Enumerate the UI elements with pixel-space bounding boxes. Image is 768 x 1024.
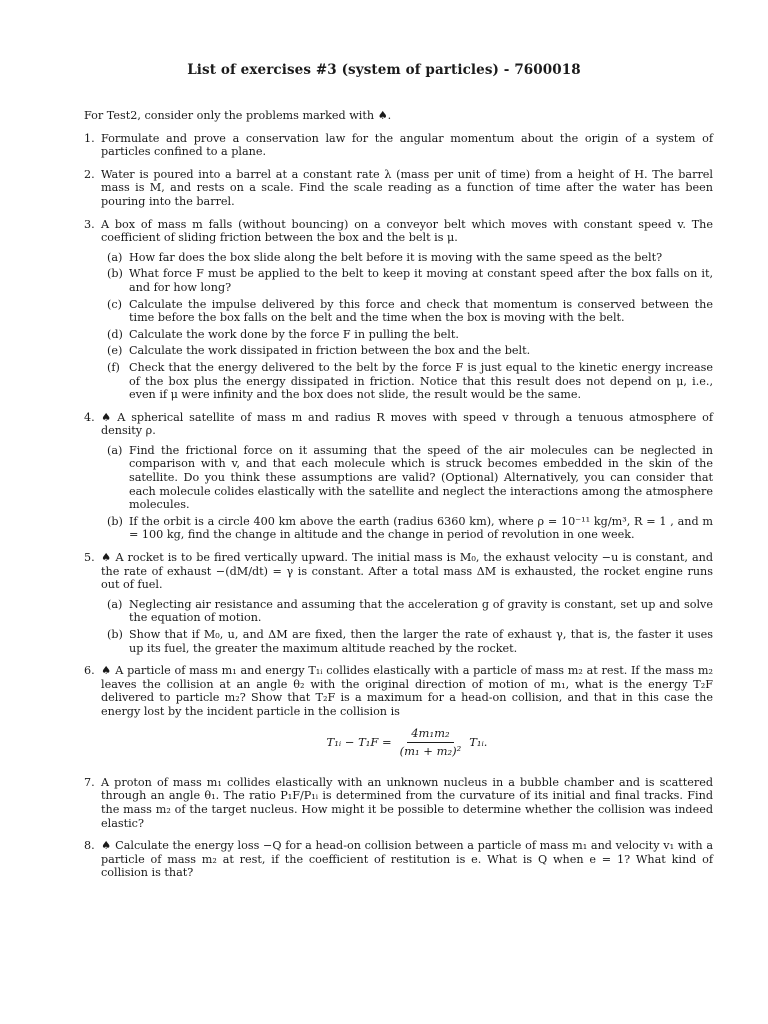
exercise-text: Calculate the energy loss −Q for a head-on collision between a particle of mass m₁ and velocity v₁ with a particle of mass m₂ at rest, if the coefficient of restitution is e. What is Q when e = 1? What kind of collision is that? (101, 839, 713, 880)
exercise-8 (84, 839, 713, 880)
sub-item-label: (b) (107, 514, 123, 528)
sub-item-label: (a) (107, 443, 123, 457)
sub-item-label: (a) (107, 597, 123, 611)
sub-item-label: (e) (107, 344, 123, 358)
sub-item (101, 344, 713, 358)
exercise-number: 7. (84, 775, 95, 789)
exercise-7 (84, 776, 713, 830)
exercise-number: 1. (84, 131, 95, 145)
exercise-number: 6. (84, 664, 95, 678)
exercise-1 (84, 132, 713, 159)
sub-item-text: Show that if M₀, u, and ΔM are fixed, then the larger the rate of exhaust γ, that is, the faster it uses up its fuel, the greater the maximum altitude reached by the rocket. (129, 628, 713, 655)
sub-item-label: (c) (107, 297, 122, 311)
spade-icon: ♠ (101, 664, 112, 678)
spade-icon: ♠ (101, 551, 112, 565)
sub-item (101, 515, 713, 542)
sub-item-label: (b) (107, 628, 123, 641)
sub-item (101, 251, 713, 265)
sub-item-label: (f) (107, 360, 120, 374)
sub-item-text: What force F must be applied to the belt to keep it moving at constant speed after the box falls on it, and for how long? (129, 267, 713, 294)
sub-item-text: Neglecting air resistance and assuming that the acceleration g of gravity is constant, set up and solve the equation of motion. (129, 597, 713, 625)
intro-text: For Test2, consider only the problems marked with ♠. (84, 109, 392, 122)
exercise-text: A proton of mass m₁ collides elastically with an unknown nucleus in a bubble chamber and is scattered through an angle θ₁. The ratio P₁F/P₁ᵢ is determined from the curvature of its initial and final tracks. Find the mass m₂ of the target nucleus. How might it be possible to determine whether the collision was indeed elastic? (101, 775, 713, 830)
equation-lhs: T₁ᵢ − T₁F = (326, 734, 392, 749)
sub-item-text: Find the frictional force on it assuming that the speed of the air molecules can be neglected in comparison with v, and that each molecule which is struck becomes embedded in the skin of the satellite. Do you think these assumptions are valid? (Optional) Alternatively, you can consider that each molecule colides elastically with the satellite and neglect the interactions among the atmosphere molecules. (129, 443, 713, 512)
sub-item-text: If the orbit is a circle 400 km above the earth (radius 6360 km), where ρ = 10⁻¹¹ kg/m³, R = 1 , and m = 100 kg, find the change in altitude and the change in period of revolution in one week. (129, 514, 713, 542)
sub-item-text: Calculate the work done by the force F in pulling the belt. (129, 327, 459, 341)
sub-item-text: Check that the energy delivered to the belt by the force F is just equal to the kinetic energy increase of the box plus the energy dissipated in friction. Notice that this result does not depend on μ, i.e., even if μ were infinity and the box does not slide, the result would be the same. (129, 360, 713, 402)
exercise-4 (84, 411, 713, 542)
sub-item-text: How far does the box slide along the belt before it is moving with the same speed as the belt? (129, 250, 663, 264)
sub-item-label: (d) (107, 327, 123, 341)
sub-item-label: (b) (107, 267, 123, 281)
energy-loss-equation (101, 727, 713, 759)
exercise-2 (84, 168, 713, 209)
sub-item (101, 328, 713, 342)
equation-rhs: T₁ᵢ. (469, 734, 488, 749)
sub-item (101, 628, 713, 655)
exercise-6 (84, 664, 713, 767)
sub-item-label: (a) (107, 250, 123, 264)
exercise-5 (84, 551, 713, 655)
exercise-number: 2. (84, 167, 95, 181)
exercise-3 (84, 218, 713, 402)
equation-denominator: (m₁ + m₂)² (399, 744, 462, 759)
spade-icon: ♠ (101, 410, 114, 424)
exercise-content (84, 109, 713, 889)
exercise-text: A particle of mass m₁ and energy T₁ᵢ collides elastically with a particle of mass m₂ at rest. If the mass m₂ leaves the collision at an angle θ₂ with the original direction of motion of m₁, what is the energy T₂F delivered to particle m₂? Show that T₂F is a maximum for a head-on collision, and that in this case the energy lost by the incident particle in the collision is (101, 664, 713, 718)
exercise-text: A box of mass m falls (without bouncing) on a conveyor belt which moves with constant speed v. The coefficient of sliding friction between the box and the belt is μ. (101, 217, 713, 245)
sub-item-text: Calculate the work dissipated in friction between the box and the belt. (129, 344, 531, 358)
sub-item (101, 267, 713, 294)
sub-item (101, 444, 713, 512)
exercise-text: Formulate and prove a conservation law for the angular momentum about the origin of a system of particles confined to a plane. (101, 131, 713, 159)
sub-item (101, 361, 713, 402)
sub-item (101, 598, 713, 625)
page-title: List of exercises #3 (system of particles) - 7600018 (187, 62, 581, 78)
exercise-number: 8. (84, 839, 95, 853)
exercise-text: A rocket is to be fired vertically upward. The initial mass is M₀, the exhaust velocity −u is constant, and the rate of exhaust −(dM/dt) = γ is constant. After a total mass ΔM is exhausted, the rocket engine runs out of fuel. (101, 551, 713, 592)
sub-item-text: Calculate the impulse delivered by this force and check that momentum is conserved between the time before the box falls on the belt and the time when the box is moving with the belt. (129, 297, 713, 325)
exercise-text: Water is poured into a barrel at a constant rate λ (mass per unit of time) from a height of H. The barrel mass is M, and rests on a scale. Find the scale reading as a function of time after the water has been pouring into the barrel. (101, 167, 713, 208)
spade-icon: ♠ (101, 839, 112, 853)
exercise-number: 5. (84, 551, 95, 565)
exercise-number: 4. (84, 410, 95, 424)
equation-numerator: 4m₁m₂ (407, 727, 453, 744)
equation-fraction (396, 727, 466, 759)
exercise-number: 3. (84, 217, 95, 231)
exercise-text: A spherical satellite of mass m and radius R moves with speed v through a tenuous atmosphere of density ρ. (101, 410, 713, 438)
sub-item (101, 298, 713, 325)
